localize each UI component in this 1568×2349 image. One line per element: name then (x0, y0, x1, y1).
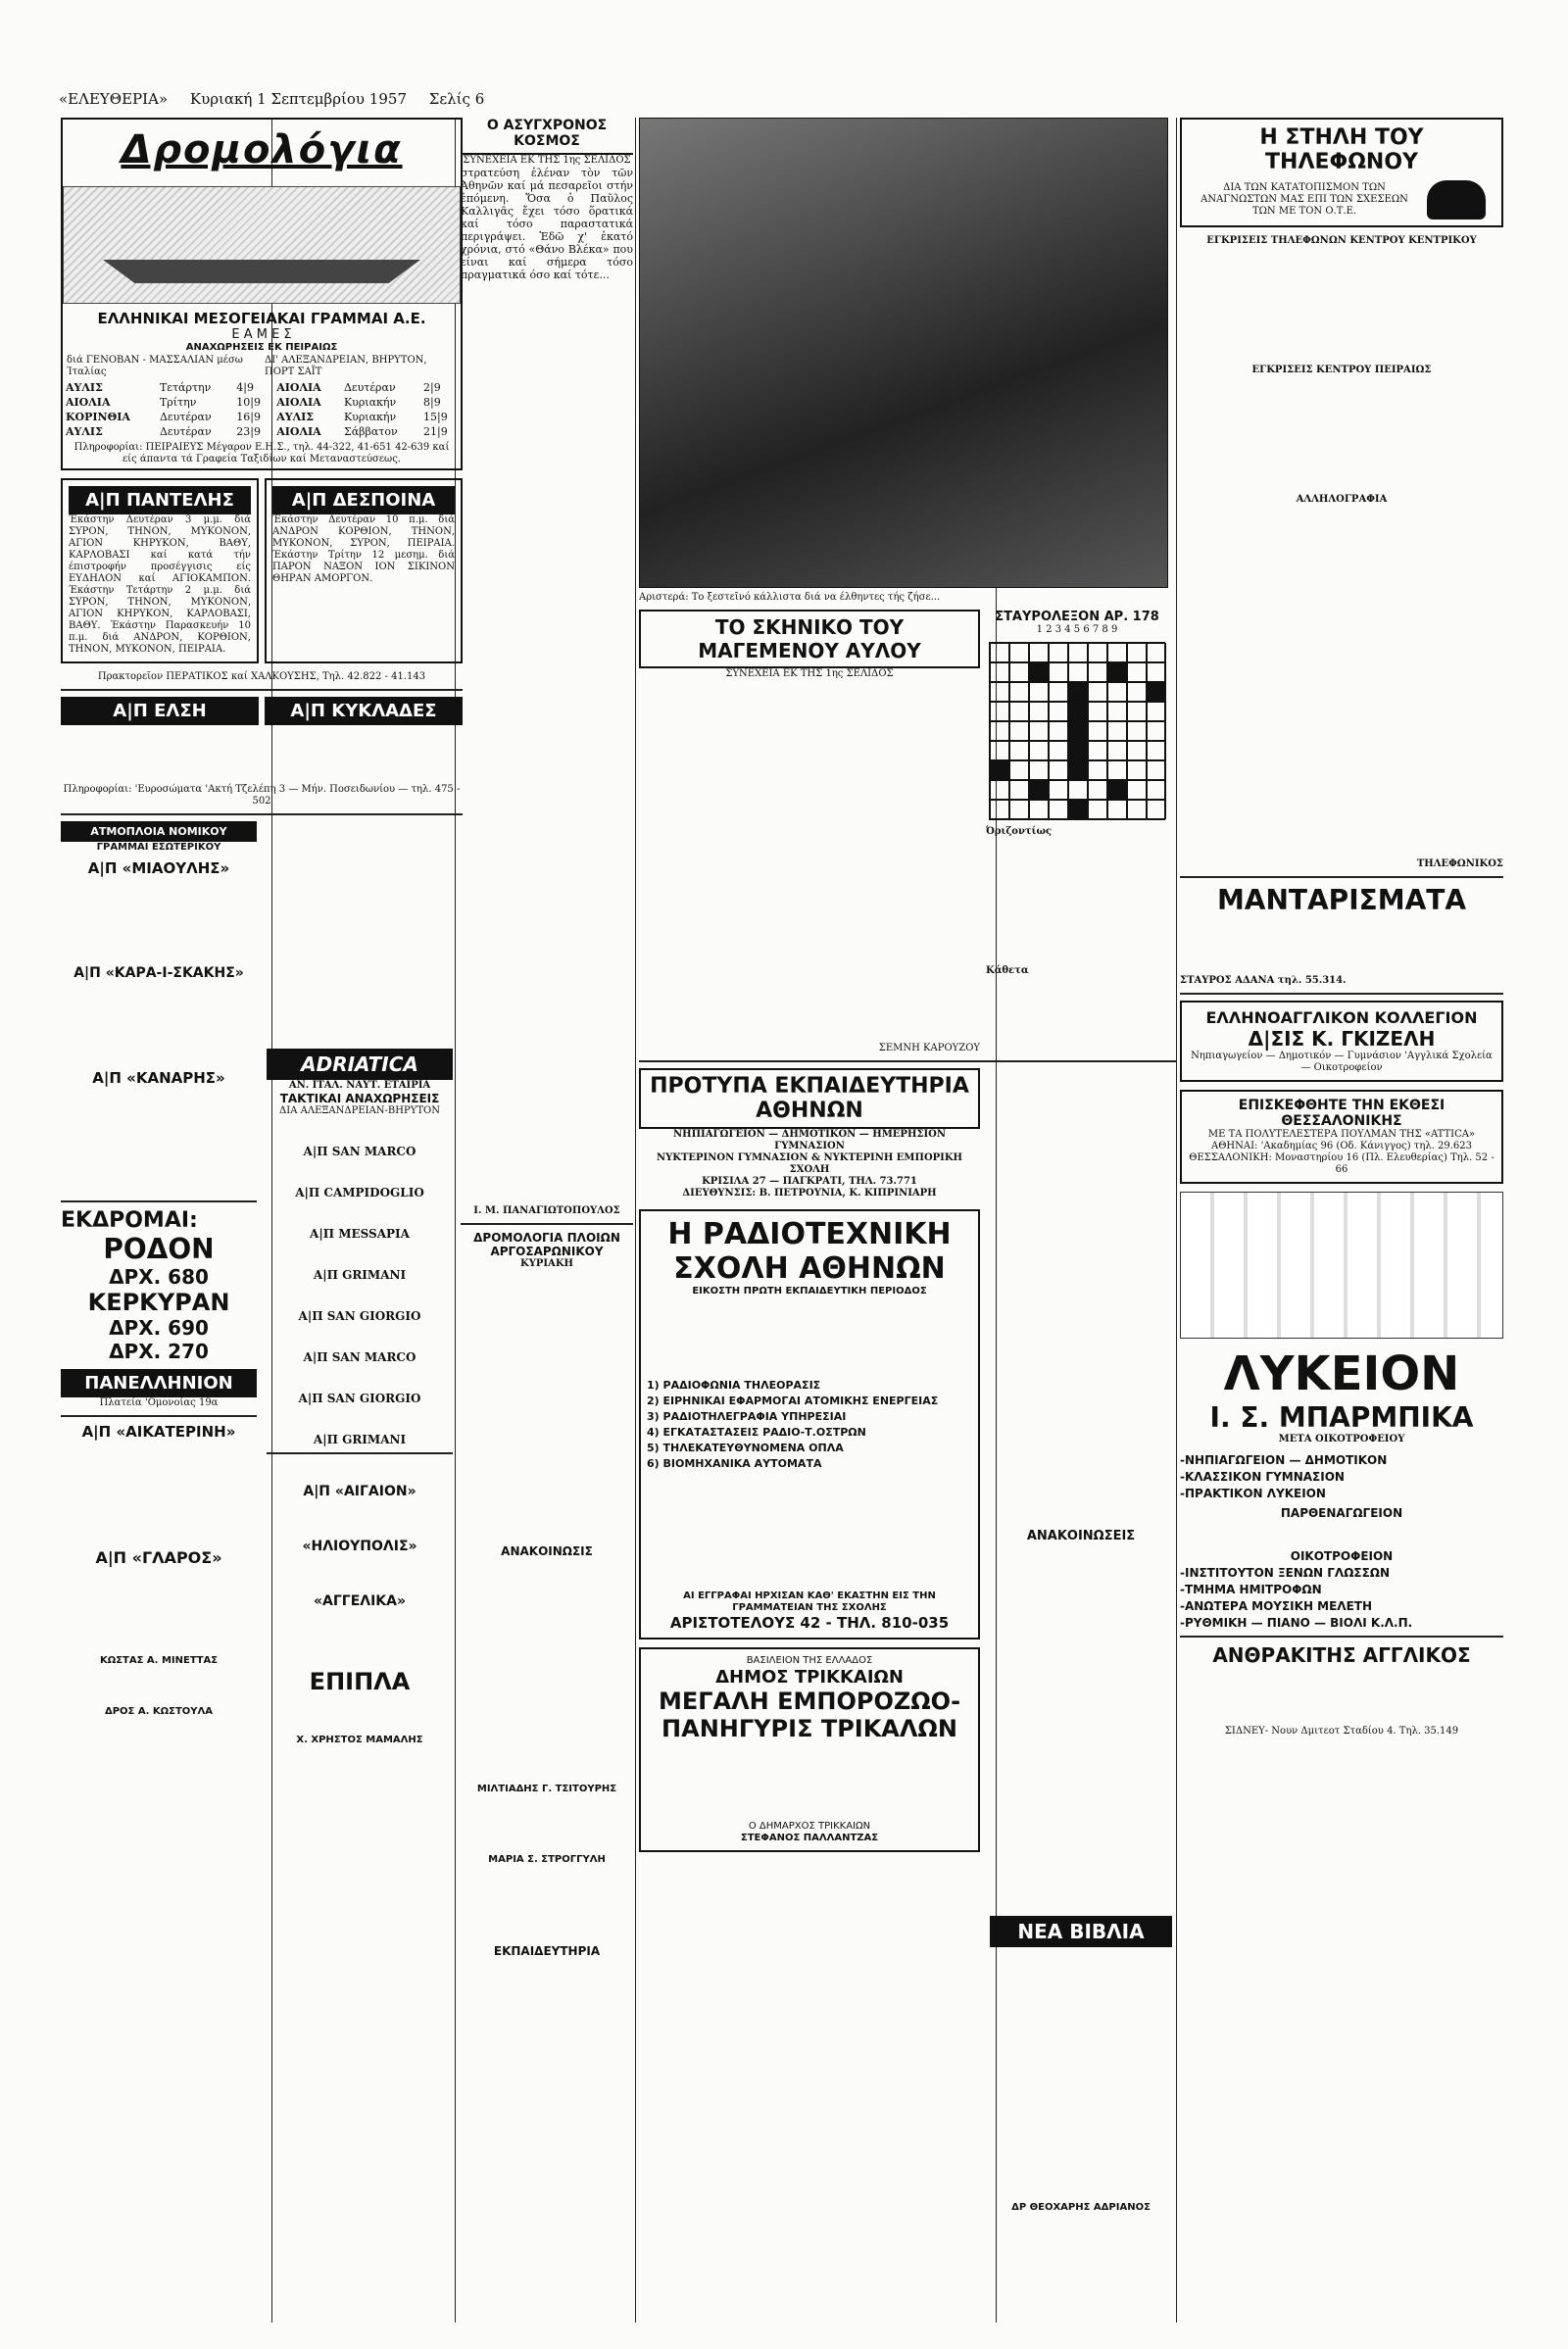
article-sequel: ΣΥΝΕΧΕΙΑ ΕΚ ΤΗΣ 1ης ΣΕΛΙΔΟΣ (463, 155, 631, 166)
crossword-cell (1029, 702, 1049, 721)
gkizeli-sub: Νηπιαγωγείον — Δημοτικόν — Γυμνάσιον 'Αγγλικά Σχολεία — Οικοτροφείον (1191, 1051, 1493, 1073)
ship-illustration (63, 186, 461, 304)
list-item: -ΠΡΑΚΤΙΚΟΝ ΛΥΚΕΙΟΝ (1180, 1487, 1326, 1500)
agents-text: Πρακτορεῖον ΠΕΡΑΤΙΚΟΣ καί ΧΑΛΚΟΥΣΗΣ, Τηλ. 42.822 - 41.143 (97, 671, 426, 682)
crossword-cell (1068, 643, 1088, 662)
list-item: Α|Π SAN GIORGIO (298, 1309, 421, 1323)
signature: ΤΗΛΕΦΩΝΙΚΟΣ (1416, 858, 1503, 869)
list-item: 1) ΡΑΔΙΟΦΩΝΙΑ ΤΗΛΕΟΡΑΣΙΣ (647, 1379, 821, 1392)
dromologia-box (61, 118, 463, 470)
crossword-cell (1009, 760, 1029, 780)
nomikos-sub: ΓΡΑΜΜΑΙ ΕΣΩΤΕΡΙΚΟΥ (96, 842, 221, 853)
skiniko-sub: ΣΥΝΕΧΕΙΑ ΕΚ ΤΗΣ 1ης ΣΕΛΙΔΟΣ (725, 668, 894, 679)
crossword-cell (990, 643, 1009, 662)
list-item: 2) ΕΙΡΗΝΙΚΑΙ ΕΦΑΡΜΟΓΑΙ ΑΤΟΜΙΚΗΣ ΕΝΕΡΓΕΙΑΣ (647, 1395, 939, 1407)
list-item: -ΝΗΠΙΑΓΩΓΕΙΟΝ — ΔΗΜΟΤΙΚΟΝ (1180, 1453, 1388, 1467)
column-divider (1176, 118, 1177, 2323)
crossword-cell (1088, 741, 1107, 760)
article-author: Ι. Μ. ΠΑΝΑΓΙΩΤΟΠΟΥΛΟΣ (473, 1205, 620, 1216)
ekpaideytiria-title: ΕΚΠΑΙΔΕΥΤΗΡΙΑ (493, 1944, 601, 1958)
nomikos-title: ΑΤΜΟΠΛΟΙΑ ΝΟΜΙΚΟΥ (61, 821, 257, 842)
schedule-cell: Δευτέραν (343, 381, 396, 394)
lykeion-list (1180, 1453, 1503, 1500)
protypa-addr: ΚΡΙΣΙΛΑ 27 — ΠΑΓΚΡΑΤΙ, ΤΗΛ. 73.771 (702, 1176, 917, 1187)
schedule-cell: Δευτέραν (159, 411, 212, 423)
departures-heading: ΑΝΑΧΩΡΗΣΕΙΣ ΕΚ ΠΕΙΡΑΙΩΣ (185, 342, 338, 353)
schedule-cell: Τετάρτην (159, 381, 212, 394)
list-item: 6) ΒΙΟΜΗΧΑΝΙΚΑ ΑΥΤΟΜΑΤΑ (647, 1457, 822, 1470)
panellinion-addr: Πλατεία 'Ομονοίας 19α (99, 1397, 219, 1408)
aikaterini-title: Α|Π «ΑΙΚΑΤΕΡΙΝΗ» (81, 1423, 236, 1441)
crossword-cell (1107, 702, 1127, 721)
crossword-cell (1029, 741, 1049, 760)
vasileion: ΒΑΣΙΛΕΙΟΝ ΤΗΣ ΕΛΛΑΔΟΣ (746, 1655, 873, 1666)
schedule-cell: ΑΥΛΙΣ (276, 411, 315, 423)
crossword-cell (1029, 800, 1049, 819)
list-item: 4) ΕΓΚΑΤΑΣΤΑΣΕΙΣ ΡΑΔΙΟ-Τ.ΟΣΤΡΩΝ (647, 1426, 866, 1439)
adriatica-route: ΔΙΑ ΑΛΕΞΑΝΔΡΕΙΑΝ-ΒΗΡΥΤΟΝ (279, 1105, 440, 1116)
eurosoma-text: Πληροφορίαι: 'Ευροσώματα 'Ακτή Τζελέπη 3 — Μήν. Ποσειδωνίου — τηλ. 475 - 502 (63, 784, 461, 807)
thessaloniki-price: ΔΡΧ. 270 (109, 1340, 209, 1363)
period: ΕΙΚΟΣΤΗ ΠΡΩΤΗ ΕΚΠΑΙΔΕΥΤΙΚΗ ΠΕΡΙΟΔΟΣ (692, 1286, 927, 1297)
crossword-cell (1147, 721, 1166, 741)
crossword-cell (1107, 780, 1127, 800)
crossword-cell (990, 721, 1009, 741)
crossword-cell (1088, 780, 1107, 800)
aigaion-title: Α|Π «ΑΙΓΑΙΟΝ» (303, 1484, 416, 1499)
telephone-icon (1427, 180, 1486, 220)
rodos-price: ΔΡΧ. 680 (109, 1265, 209, 1289)
list-item: Α|Π GRIMANI (313, 1433, 407, 1446)
schedule-cell: 10|9 (236, 396, 261, 409)
taktikai-title: ΤΑΚΤΙΚΑΙ ΑΝΑΧΩΡΗΣΕΙΣ (279, 1092, 440, 1105)
protypa-sub: ΝΗΠΙΑΓΩΓΕΙΟΝ — ΔΗΜΟΤΙΚΟΝ — ΗΜΕΡΗΣΙΟΝ ΓΥΜΝΑΣΙΟΝ (672, 1129, 946, 1151)
skiniko-title: ΤΟ ΣΚΗΝΙΚΟ ΤΟΥ ΜΑΓΕΜΕΝΟΥ ΑΥΛΟΥ (639, 610, 980, 668)
crossword-cell (1107, 760, 1127, 780)
crossword-cell (990, 780, 1009, 800)
crossword-cell (1009, 780, 1029, 800)
kotsiri: ΜΙΛΤΙΑΔΗΣ Γ. ΤΣΙΤΟΥΡΗΣ (476, 1784, 617, 1794)
article-body: στρατεύση ἐλέναν τὸν τῶν Ἀθηνῶν καί μά πεσαρεῖοι στήν ἐπόμενη. Ὅσα ὁ Παῦλος Καλλιγᾶς ἔχει τόσο ὅρατικά καί τόσο παραστατικά περιγράψει. Ἐδῶ χ' ἑκατό χρόνια, στό «Θάνο Βλέκα» που είναι καί σήμερα τόσο πραγματικά όσο καί τότε... (461, 167, 633, 281)
column-right (1180, 118, 1503, 1737)
nea-vivlia-title: ΝΕΑ ΒΙΒΛΙΑ (990, 1916, 1172, 1947)
schedule-cell: ΚΟΡΙΝΘΙΑ (66, 411, 130, 423)
crossword-cell (1107, 800, 1127, 819)
info-text: Πληροφορίαι: ΠΕΙΡΑΙΕΥΣ Μέγαρον Ε.Η.Σ., τηλ. 44-322, 41-651 42-639 καί είς άπαντα τά Γραφεία Ταξιδίων καί Μεταναστεύσεως. (74, 442, 450, 465)
crossword-cell (1068, 760, 1088, 780)
crossword-grid (989, 642, 1165, 820)
crossword-cell (1147, 780, 1166, 800)
schedule-cell: Σάββατον (343, 425, 398, 438)
page-number: Σελίς 6 (428, 90, 485, 108)
oikotrofeion: ΟΙΚΟΤΡΟΦΕΙΟΝ (1290, 1549, 1394, 1563)
schedule-row (63, 424, 461, 439)
crossword-cell (1068, 741, 1088, 760)
column-announcements (990, 1529, 1172, 2214)
ekdromai-title: ΕΚΔΡΟΜΑΙ: (61, 1208, 198, 1233)
schedule-cell: 16|9 (236, 411, 261, 423)
allilografia: ΑΛΛΗΛΟΓΡΑΦΙΑ (1296, 494, 1388, 505)
crossword-cell (1127, 780, 1147, 800)
schedule-table (63, 380, 461, 439)
crossword-cell (1049, 643, 1068, 662)
anthrakitis-title: ΑΝΘΡΑΚΙΤΗΣ ΑΓΓΛΙΚΟΣ (1212, 1643, 1471, 1667)
paper-name: «ΕΛΕΥΘΕΡΙΑ» (59, 90, 169, 108)
crossword-cell (1068, 721, 1088, 741)
crossword-cell (1088, 760, 1107, 780)
kerkyra: ΚΕΡΚΥΡΑΝ (87, 1289, 230, 1316)
page-header (59, 90, 1196, 116)
company-name: ΕΛΛΗΝΙΚΑΙ ΜΕΣΟΓΕΙΑΚΑΙ ΓΡΑΜΜΑΙ Α.Ε. (97, 310, 426, 327)
protypa-title: ΠΡΟΤΥΠΑ ΕΚΠΑΙΔΕΥΤΗΡΙΑ ΑΘΗΝΩΝ (639, 1068, 980, 1129)
list-item: Α|Π SAN GIORGIO (298, 1392, 421, 1405)
epipla-title: ΕΠΙΠΛΑ (309, 1668, 411, 1695)
schedule-cell: 2|9 (423, 381, 441, 394)
crossword-cell (1127, 662, 1147, 682)
crossword-cell (1029, 643, 1049, 662)
crossword-cell (1068, 800, 1088, 819)
route-genoa: διά ΓΕΝΟΒΑΝ - ΜΑΣΣΑΛΙΑΝ μέσω Ίταλίας (67, 355, 243, 377)
photo-caption: Αριστερά: Το ξεστεῖνό κάλλιστα διά να έλθηντες τής ζήσε... (639, 592, 941, 603)
ships-list (267, 1145, 453, 1446)
schedule-cell: 8|9 (423, 396, 441, 409)
crossword-cell (1127, 643, 1147, 662)
mamalis: Χ. ΧΡΗΣΤΟΣ ΜΑΜΑΛΗΣ (296, 1735, 423, 1745)
column-adriatica (267, 1049, 453, 1746)
schedule-cell: 4|9 (236, 381, 254, 394)
schedule-cell: ΑΙΟΛΙΑ (276, 396, 321, 409)
crossword-cell (1147, 643, 1166, 662)
lykeion-title: ΛΥΚΕΙΟΝ (1223, 1346, 1460, 1401)
crossword-cell (1029, 760, 1049, 780)
glaros-title: Α|Π «ΓΛΑΡΟΣ» (95, 1548, 222, 1567)
crossword-cell (1009, 721, 1029, 741)
ilioupolis-title: «ΗΛΙΟΥΠΟΛΙΣ» (302, 1539, 417, 1554)
crossword-cell (1107, 741, 1127, 760)
dromologia-title: Δρομολόγια (121, 127, 403, 172)
crossword-cell (990, 702, 1009, 721)
episkepsis-title: ΕΠΙΣΚΕΦΘΗΤΕ ΤΗΝ ΕΚΘΕΣΙ ΘΕΣΣΑΛΟΝΙΚΗΣ (1238, 1098, 1446, 1129)
mparmpika-title: Ι. Σ. ΜΠΑΡΜΠΙΚΑ (1209, 1401, 1474, 1434)
schedule-cell: ΑΙΟΛΙΑ (276, 425, 321, 438)
list-item: -ΙΝΣΤΙΤΟΥΤΟΝ ΞΕΝΩΝ ΓΛΩΣΣΩΝ (1180, 1566, 1391, 1580)
crossword-cell (1127, 702, 1147, 721)
athinai-addr: ΑΘΗΝΑΙ: 'Ακαδημίας 96 (Οδ. Κάνιγγος) τηλ. 29.623 (1210, 1141, 1472, 1151)
rodos: ΡΟΔΟΝ (103, 1233, 215, 1265)
schedule-cell: Κυριακήν (343, 396, 397, 409)
list-item: -ΡΥΘΜΙΚΗ — ΠΙΑΝΟ — ΒΙΟΛΙ Κ.Λ.Π. (1180, 1616, 1413, 1630)
panigiris: ΠΑΝΗΓΥΡΙΣ ΤΡΙΚΑΛΩΝ (662, 1715, 957, 1742)
down-title: Κάθετα (986, 965, 1029, 976)
article-title: Ο ΑΣΥΓΧΡΟΝΟΣ ΚΟΣΜΟΣ (461, 118, 633, 155)
crossword-cell (1088, 702, 1107, 721)
list-item: 3) ΡΑΔΙΟΤΗΛΕΓΡΑΦΙΑ ΥΠΗΡΕΣΙΑΙ (647, 1410, 847, 1423)
crossword-cell (1088, 643, 1107, 662)
across-title: Όριζοντίως (986, 826, 1053, 837)
aggelika-title: «ΑΓΓΕΛΙΚΑ» (313, 1593, 407, 1609)
crossword-cell (1068, 682, 1088, 702)
schedule-row (63, 380, 461, 395)
crossword-cell (1049, 721, 1068, 741)
kanaris-title: Α|Π «ΚΑΝΑΡΗΣ» (92, 1069, 225, 1087)
crossword-cell (1147, 702, 1166, 721)
list-item: Α|Π CAMPIDOGLIO (295, 1186, 424, 1199)
crossword-cell (1088, 662, 1107, 682)
list-item: -ΤΜΗΜΑ ΗΜΙΤΡΟΦΩΝ (1180, 1583, 1322, 1596)
crossword-cell (1088, 682, 1107, 702)
crossword-cell (1088, 800, 1107, 819)
mantarismata-title: ΜΑΝΤΑΡΙΣΜΑΤΑ (1216, 884, 1467, 916)
list-item: Α|Π MESSAPIA (310, 1227, 410, 1241)
crossword-cell (1127, 682, 1147, 702)
crossword-cell (1107, 643, 1127, 662)
list-item: -ΑΝΩΤΕΡΑ ΜΟΥΣΙΚΗ ΜΕΛΕΤΗ (1180, 1599, 1373, 1613)
route-alexandria: ΔΙ' ΑΛΕΞΑΝΔΡΕΙΑΝ, ΒΗΡΥΤΟΝ, ΠΟΡΤ ΣΑΪΤ (265, 355, 427, 377)
crossword-cell (1127, 741, 1147, 760)
karaiskakis-title: Α|Π «ΚΑΡΑ-Ι-ΣΚΑΚΗΣ» (74, 965, 244, 981)
crossword-cell (1049, 682, 1068, 702)
crossword-cell (990, 800, 1009, 819)
anakoinosis-title: ΑΝΑΚΟΙΝΩΣΙΣ (501, 1544, 593, 1558)
crossword-numbers: 1 2 3 4 5 6 7 8 9 (1036, 624, 1118, 635)
schedule-cell: ΑΙΟΛΙΑ (66, 396, 111, 409)
parthenagogeion: ΠΑΡΘΕΝΑΓΩΓΕΙΟΝ (1280, 1506, 1403, 1520)
list-item: 5) ΤΗΛΕΚΑΤΕΥΘΥΝΟΜΕΝΑ ΟΠΛΑ (647, 1442, 844, 1454)
kostoulas: ΔΡΟΣ Α. ΚΩΣΤΟΥΛΑ (104, 1706, 214, 1717)
thessaloniki-addr: ΘΕΣΣΑΛΟΝΙΚΗ: Μοναστηρίου 16 (Πλ. Ελευθερίας) Τηλ. 52 - 66 (1189, 1152, 1494, 1175)
nomikos-column (61, 821, 257, 1718)
adriatica-sub: ΑΝ. ΙΤΑΛ. ΝΑΥΤ. ΕΤΑΙΡΙΑ (288, 1080, 431, 1091)
registration: ΑΙ ΕΓΓΡΑΦΑΙ ΗΡΧΙΣΑΝ ΚΑΘ' ΕΚΑΣΤΗΝ ΕΙΣ ΤΗΝ ΓΡΑΜΜΑΤΕΙΑΝ ΤΗΣ ΣΧΟΛΗΣ (683, 1590, 936, 1613)
schedule-cell: ΑΥΛΙΣ (66, 381, 103, 394)
skiniko-author: ΣΕΜΝΗ ΚΑΡΟΥΖΟΥ (878, 1043, 980, 1053)
crossword-cell (1049, 741, 1068, 760)
crossword-cell (1049, 780, 1068, 800)
schedule-cell: Κυριακήν (343, 411, 397, 423)
meta-oikotrofeiou: ΜΕΤΑ ΟΙΚΟΤΡΟΦΕΙΟΥ (1278, 1434, 1405, 1444)
schedule-row (63, 410, 461, 424)
megali: ΜΕΓΑΛΗ ΕΜΠΟΡΟΖΩΟ- (658, 1688, 961, 1715)
party-photo (639, 118, 1168, 588)
egkriseis-peiraios: ΕΓΚΡΙΣΕΙΣ ΚΕΝΤΡΟΥ ΠΕΙΡΑΙΩΣ (1251, 365, 1432, 375)
crossword-cell (1049, 702, 1068, 721)
mantarismata-contact: ΣΤΑΥΡΟΣ ΑΔΑΝΑ τηλ. 55.314. (1180, 975, 1347, 986)
crossword-cell (1127, 721, 1147, 741)
crossword-cell (1147, 682, 1166, 702)
crossword-cell (1009, 702, 1029, 721)
list-item: Α|Π SAN MARCO (303, 1145, 416, 1158)
kyriaki: ΚΥΡΙΑΚΗ (520, 1258, 573, 1269)
crossword-cell (1009, 662, 1029, 682)
kollegion-title: ΕΛΛΗΝΟΑΓΓΛΙΚΟΝ ΚΟΛΛΕΓΙΟΝ (1205, 1008, 1478, 1027)
dimos: ΔΗΜΟΣ ΤΡΙΚΚΑΙΩΝ (715, 1667, 904, 1688)
argosaronikos-title: ΔΡΟΜΟΛΟΓΙΑ ΠΛΟΙΩΝ ΑΡΓΟΣΑΡΩΝΙΚΟΥ (473, 1231, 620, 1258)
crossword-cell (990, 662, 1009, 682)
crossword-cell (1029, 662, 1049, 682)
schedule-cell: 23|9 (236, 425, 261, 438)
kyklades-title: Α|Π ΚΥΚΛΑΔΕΣ (265, 697, 463, 725)
crossword-cell (1029, 682, 1049, 702)
list-item: Α|Π SAN MARCO (303, 1350, 416, 1364)
extra-list (1180, 1566, 1503, 1630)
episkepsis-sub: ΜΕ ΤΑ ΠΟΛΥΤΕΛΕΣΤΕΡΑ ΠΟΥΛΜΑΝ ΤΗΣ «ATTICA» (1207, 1129, 1476, 1140)
announcements-title: ΑΝΑΚΟΙΝΩΣΕΙΣ (1026, 1529, 1136, 1543)
greek-frieze-illustration (1180, 1192, 1503, 1339)
list-item: Α|Π GRIMANI (313, 1268, 407, 1282)
crossword-cell (990, 682, 1009, 702)
crossword-cell (1127, 800, 1147, 819)
column-article (461, 118, 633, 1958)
despoina-title: Α|Π ΔΕΣΠΟΙΝΑ (272, 486, 455, 514)
pallantzas: ΣΤΕΦΑΝΟΣ ΠΑΛΛΑΝΤΖΑΣ (740, 1833, 879, 1843)
courses-list (647, 1379, 972, 1470)
crossword-cell (1088, 721, 1107, 741)
dimarchos: Ο ΔΗΜΑΡΧΟΣ ΤΡΙΚΚΑΙΩΝ (748, 1821, 871, 1832)
crossword-cell (1068, 780, 1088, 800)
stili-sub: ΔΙΑ ΤΩΝ ΚΑΤΑΤΟΠΙΣΜΟΝ ΤΩΝ ΑΝΑΓΝΩΣΤΩΝ ΜΑΣ ΕΠΙ ΤΩΝ ΣΧΕΣΕΩΝ ΤΩΝ ΜΕ ΤΟΝ Ο.Τ.Ε. (1200, 182, 1408, 217)
despoina-text: Έκάστην Δευτέραν 10 π.μ. διά ΑΝΔΡΟΝ ΚΟΡΘΙΟΝ, ΤΗΝΟΝ, ΜΥΚΟΝΟΝ, ΣΥΡΟΝ, ΠΕΙΡΑΙΑ. Έκάστην Τρίτην 12 μεσημ. διά ΠΑΡΟΝ ΝΑΞΟΝ ΙΟΝ ΣΙΚΙΝΟΝ ΘΗΡΑΝ ΑΜΟΡΓΟΝ. (272, 514, 455, 584)
crossword-cell (1107, 721, 1127, 741)
miaoulis-title: Α|Π «ΜΙΑΟΥΛΗΣ» (87, 859, 230, 877)
schedule-cell: 15|9 (423, 411, 448, 423)
company-abbr: Ε Α Μ Ε Σ (231, 327, 292, 342)
crossword-cell (1107, 682, 1127, 702)
crossword-cell (1147, 800, 1166, 819)
pantelis-text: Έκάστην Δευτέραν 3 μ.μ. διά ΣΥΡΟΝ, ΤΗΝΟΝ, ΜΥΚΟΝΟΝ, ΑΓΙΟΝ ΚΗΡΥΚΟΝ, ΒΑΘΥ, ΚΑΡΛΟΒΑΣΙ καί κατά τήν έπιστροφήν προσέγγισις είς ΕΥΔΗΛΟΝ καί ΑΓΙΟΚΑΜΠΟΝ. Έκάστην Τετάρτην 2 μ.μ. διά ΣΥΡΟΝ, ΤΗΝΟΝ, ΜΥΚΟΝΟΝ, ΑΓΙΟΝ ΚΗΡΥΚΟΝ, ΚΑΡΛΟΒΑΣΙ, ΒΑΘΥ. Έκάστην Παρασκευήν 10 π.μ. διά ΑΝΔΡΟΝ, ΚΟΡΘΙΟΝ, ΤΗΝΟΝ, ΜΥΚΟΝΟΝ, ΠΕΙΡΑΙΑ. (69, 514, 251, 655)
school-address: ΑΡΙΣΤΟΤΕΛΟΥΣ 42 - ΤΗΛ. 810-035 (669, 1614, 950, 1632)
egkriseis-kentrou: ΕΓΚΡΙΣΕΙΣ ΤΗΛΕΦΩΝΩΝ ΚΕΝΤΡΟΥ ΚΕΝΤΡΙΚΟΥ (1206, 235, 1477, 246)
crossword-cell (1147, 741, 1166, 760)
crossword-cell (1009, 682, 1029, 702)
schedule-cell: ΑΙΟΛΙΑ (276, 381, 321, 394)
radiotexniki-title: Η ΡΑΔΙΟΤΕΧΝΙΚΗ (667, 1217, 952, 1251)
crossword-cell (1147, 760, 1166, 780)
crossword-cell (1068, 702, 1088, 721)
sidney: ΣΙΔΝΕΥ- Νουν Δμιτεοτ Σταδίου 4. Τηλ. 35.149 (1224, 1726, 1459, 1737)
crossword-cell (1009, 800, 1029, 819)
schedule-cell: ΑΥΛΙΣ (66, 425, 103, 438)
adriatica-logo: ADRIATICA (267, 1049, 453, 1080)
kerkyra-price: ΔΡΧ. 690 (109, 1316, 209, 1340)
crossword-cell (990, 741, 1009, 760)
crossword-cell (1147, 662, 1166, 682)
schedule-cell: Τρίτην (159, 396, 197, 409)
crossword-cell (1049, 662, 1068, 682)
pantelis-title: Α|Π ΠΑΝΤΕΛΗΣ (69, 486, 251, 514)
crossword-cell (1127, 760, 1147, 780)
stili-title: Η ΣΤΗΛΗ ΤΟΥ ΤΗΛΕΦΩΝΟΥ (1259, 125, 1424, 174)
crossword-cell (1009, 643, 1029, 662)
schedule-cell: 21|9 (423, 425, 448, 438)
schedule-row (63, 395, 461, 410)
gkizeli-title: Δ|ΣΙΣ Κ. ΓΚΙΖΕΛΗ (1248, 1027, 1436, 1051)
stroggyli: ΜΑΡΙΑ Σ. ΣΤΡΟΓΓΥΛΗ (488, 1854, 606, 1865)
crossword-cell (1049, 800, 1068, 819)
scholi-title: ΣΧΟΛΗ ΑΘΗΝΩΝ (673, 1251, 946, 1286)
crossword-title: ΣΤΑΥΡΟΛΕΞΟΝ ΑΡ. 178 (995, 610, 1159, 624)
column-divider (635, 118, 636, 2323)
crossword-cell (1029, 721, 1049, 741)
crossword-cell (1009, 741, 1029, 760)
crossword-cell (990, 760, 1009, 780)
schedule-cell: Δευτέραν (159, 425, 212, 438)
crossword-cell (1049, 760, 1068, 780)
list-item: -ΚΛΑΣΣΙΚΟΝ ΓΥΜΝΑΣΙΟΝ (1180, 1470, 1345, 1484)
minettas: ΚΩΣΤΑΣ Α. ΜΙΝΕΤΤΑΣ (99, 1655, 219, 1666)
crossword-cell (1107, 662, 1127, 682)
crossword-cell (1029, 780, 1049, 800)
protypa-sub2: ΝΥΚΤΕΡΙΝΟΝ ΓΥΜΝΑΣΙΟΝ & ΝΥΚΤΕΡΙΝΗ ΕΜΠΟΡΙΚΗ ΣΧΟΛΗ (657, 1152, 962, 1175)
protypa-dir: ΔΙΕΥΘΥΝΣΙΣ: Β. ΠΕΤΡΟΥΝΙΑ, Κ. ΚΙΠΡΙΝΙΑΡΗ (682, 1188, 937, 1199)
issue-date: Κυριακή 1 Σεπτεμβρίου 1957 (189, 90, 407, 108)
crossword-cell (1068, 662, 1088, 682)
dr-adrianos: ΔΡ ΘΕΟΧΑΡΗΣ ΑΔΡΙΑΝΟΣ (1011, 2202, 1151, 2213)
panellinion: ΠΑΝΕΛΛΗΝΙΟΝ (61, 1369, 257, 1397)
elsi-title: Α|Π ΕΛΣΗ (61, 697, 259, 725)
